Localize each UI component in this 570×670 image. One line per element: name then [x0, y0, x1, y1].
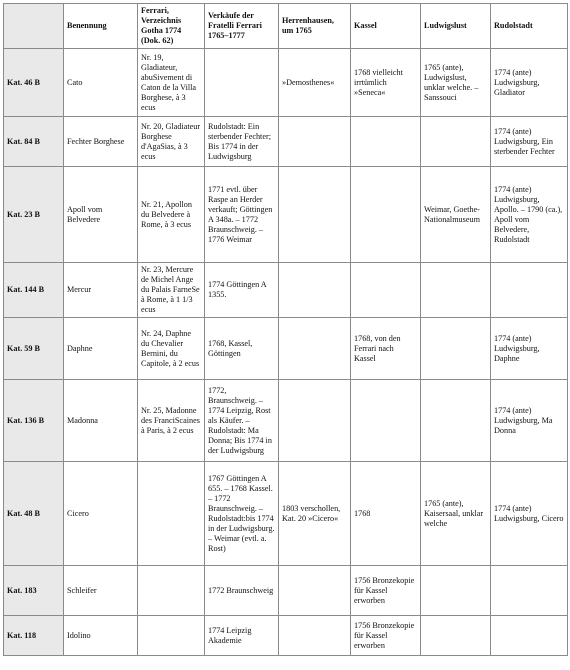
cell-kassel [351, 167, 421, 263]
cell-ferrari [138, 566, 205, 616]
cell-kassel: 1756 Bronzekopie für Kassel erworben [351, 566, 421, 616]
cell-herrenhausen: »Demosthenes« [279, 49, 351, 117]
header-cell-verkaeufe: Verkäufe der Fratelli Ferrari 1765–1777 [205, 4, 279, 49]
cell-ferrari [138, 616, 205, 656]
cell-benennung: Schleifer [64, 566, 138, 616]
table-row [4, 263, 568, 318]
header-row [4, 4, 568, 49]
cell-benennung: Fechter Borghese [64, 117, 138, 167]
cell-kassel [351, 117, 421, 167]
cell-kassel [351, 263, 421, 318]
cell-ludwigslust [421, 616, 491, 656]
cell-ludwigslust [421, 318, 491, 380]
header-cell-benennung: Benennung [64, 4, 138, 49]
cell-benennung: Daphne [64, 318, 138, 380]
cell-kassel [351, 380, 421, 462]
cell-benennung: Cato [64, 49, 138, 117]
cell-herrenhausen [279, 318, 351, 380]
cell-ferrari: Nr. 24, Daphne du Chevalier Bernini, du Capitole, à 2 ecus [138, 318, 205, 380]
cell-ludwigslust [421, 117, 491, 167]
cell-herrenhausen [279, 616, 351, 656]
table-row [4, 380, 568, 462]
table-row [4, 318, 568, 380]
cell-ludwigslust: 1765 (ante), Kaisersaal, unklar welche [421, 462, 491, 566]
cell-kassel: 1768, von den Ferrari nach Kassel [351, 318, 421, 380]
table-row [4, 49, 568, 117]
cell-kassel: 1768 [351, 462, 421, 566]
cell-rudolstadt: 1774 (ante) Ludwigsburg, Gladiator [491, 49, 568, 117]
cell-verkaeufe: Rudolstadt: Ein sterbender Fechter; Bis 1774 in der Ludwigsburg [205, 117, 279, 167]
cell-rudolstadt: 1774 (ante) Ludwigsburg, Ein sterbender Fechter [491, 117, 568, 167]
cell-verkaeufe: 1767 Göttingen A 655. – 1768 Kassel. – 1772 Braunschweig. – Rudolstadt:bis 1774 in der Ludwigsburg. – Weimar (evtl. a. Rost) [205, 462, 279, 566]
table-row [4, 167, 568, 263]
header-cell-kat [4, 4, 64, 49]
cell-kassel: 1768 vielleicht irrtümlich »Seneca« [351, 49, 421, 117]
cell-kat: Kat. 136 B [4, 380, 64, 462]
cell-kat: Kat. 183 [4, 566, 64, 616]
table-row [4, 616, 568, 656]
cell-herrenhausen: 1803 verschollen, Kat. 20 »Cicero« [279, 462, 351, 566]
cell-verkaeufe: 1774 Leipzig Akademie [205, 616, 279, 656]
cell-ludwigslust [421, 380, 491, 462]
cell-kassel: 1756 Bronzekopie für Kassel erworben [351, 616, 421, 656]
cell-kat: Kat. 46 B [4, 49, 64, 117]
cell-verkaeufe: 1768, Kassel, Göttingen [205, 318, 279, 380]
cell-herrenhausen [279, 566, 351, 616]
header-cell-ludwigslust: Ludwigslust [421, 4, 491, 49]
cell-verkaeufe: 1771 evtl. über Raspe an Herder verkauft; Göttingen A 348a. – 1772 Braunschweig. – 1776 Weimar [205, 167, 279, 263]
cell-rudolstadt [491, 263, 568, 318]
cell-ferrari [138, 462, 205, 566]
cell-ferrari: Nr. 21, Apollon du Belvedere à Rome, à 3 ecus [138, 167, 205, 263]
cell-kat: Kat. 48 B [4, 462, 64, 566]
cell-kat: Kat. 84 B [4, 117, 64, 167]
cell-benennung: Apoll vom Belvedere [64, 167, 138, 263]
header-cell-herrenhausen: Herrenhausen, um 1765 [279, 4, 351, 49]
cell-ferrari: Nr. 23, Mercure de Michel Ange du Palais FarneSe à Rome, à 1 1/3 ecus [138, 263, 205, 318]
table-row [4, 462, 568, 566]
cell-ferrari: Nr. 19, Gladiateur, abuSivement di Caton de la Villa Borghese, à 3 ecus [138, 49, 205, 117]
cell-ludwigslust [421, 263, 491, 318]
cell-kat: Kat. 144 B [4, 263, 64, 318]
provenance-table [3, 3, 568, 656]
cell-benennung: Mercur [64, 263, 138, 318]
cell-ludwigslust: Weimar, Goethe-Nationalmuseum [421, 167, 491, 263]
cell-ferrari: Nr. 25, Madonne des FranciScaines à Paris, à 2 ecus [138, 380, 205, 462]
cell-rudolstadt: 1774 (ante) Ludwigsburg, Ma Donna [491, 380, 568, 462]
table-body [4, 49, 568, 656]
table-row [4, 117, 568, 167]
cell-kat: Kat. 59 B [4, 318, 64, 380]
cell-benennung: Cicero [64, 462, 138, 566]
cell-benennung: Idolino [64, 616, 138, 656]
cell-ludwigslust: 1765 (ante), Ludwigslust, unklar welche. – Sanssouci [421, 49, 491, 117]
cell-verkaeufe: 1772, Braunschweig. – 1774 Leipzig, Rost als Käufer. – Rudolstadt: Ma Donna; Bis 1774 in der Ludwigsburg [205, 380, 279, 462]
cell-herrenhausen [279, 380, 351, 462]
header-cell-kassel: Kassel [351, 4, 421, 49]
cell-rudolstadt: 1774 (ante) Ludwigsburg, Cicero [491, 462, 568, 566]
cell-kat: Kat. 118 [4, 616, 64, 656]
cell-rudolstadt: 1774 (ante) Ludwigsburg, Daphne [491, 318, 568, 380]
cell-verkaeufe [205, 49, 279, 117]
cell-ludwigslust [421, 566, 491, 616]
cell-benennung: Madonna [64, 380, 138, 462]
document-page [3, 3, 567, 656]
cell-rudolstadt [491, 566, 568, 616]
cell-kat: Kat. 23 B [4, 167, 64, 263]
cell-rudolstadt: 1774 (ante) Ludwigsburg, Apollo. – 1790 (ca.), Apoll vom Belvedere, Rudolstadt [491, 167, 568, 263]
header-cell-rudolstadt: Rudolstadt [491, 4, 568, 49]
header-cell-ferrari: Ferrari, Verzeichnis Gotha 1774 (Dok. 62) [138, 4, 205, 49]
cell-ferrari: Nr. 20, Gladiateur Borghese d'AgaSias, à 3 ecus [138, 117, 205, 167]
cell-herrenhausen [279, 167, 351, 263]
cell-herrenhausen [279, 263, 351, 318]
cell-verkaeufe: 1774 Göttingen A 1355. [205, 263, 279, 318]
cell-rudolstadt [491, 616, 568, 656]
cell-verkaeufe: 1772 Braunschweig [205, 566, 279, 616]
table-row [4, 566, 568, 616]
cell-herrenhausen [279, 117, 351, 167]
